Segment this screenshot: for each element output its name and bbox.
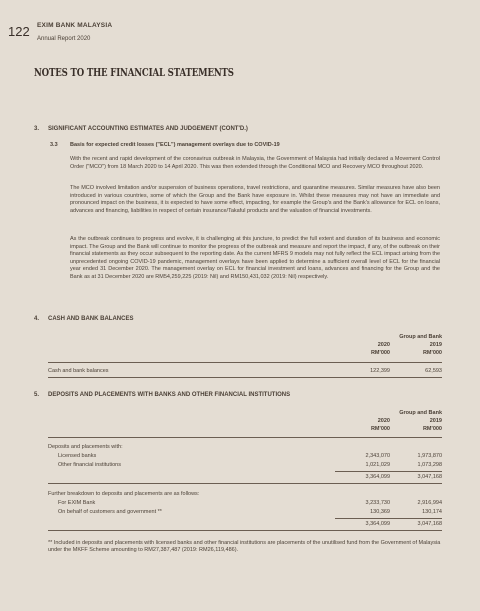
year-2019: 2019 bbox=[429, 418, 442, 424]
section-5-heading: DEPOSITS AND PLACEMENTS WITH BANKS AND OTHER FINANCIAL INSTITUTIONS bbox=[48, 392, 291, 398]
footnote: ** Included in deposits and placements with licensed banks and other financial institutions are placements of the unutilised fund from the Government of Malaysia under the MKFF Scheme amounting to RM27,387,487 (2019: RM26,119,486). bbox=[48, 540, 441, 553]
part-2-title: Further breakdown to deposits and placements are as follows: bbox=[48, 491, 200, 497]
total-2019: 3,047,168 bbox=[417, 474, 442, 480]
report-title: Annual Report 2020 bbox=[37, 36, 91, 42]
cell-2020: 130,369 bbox=[370, 509, 390, 515]
row-label: Cash and bank balances bbox=[48, 368, 109, 374]
paragraph-mco: With the recent and rapid development of the coronavirus outbreak in Malaysia, the Government of Malaysia had initially declared a Movement Control Order ("MCO") from 18 March 2020 to 14 April 2020. This was then extended through the Conditional MCO and Recovery MCO throughout 2020. bbox=[70, 156, 440, 170]
unit-2019: RM'000 bbox=[422, 426, 442, 432]
row-label: Other financial institutions bbox=[58, 462, 121, 468]
section-4-number: 4. bbox=[34, 316, 40, 322]
section-5-number: 5. bbox=[34, 392, 40, 398]
paragraph-outbreak: As the outbreak continues to progress and evolve, it is challenging at this juncture, to predict the full extent and duration of its business and economic impact. The Group and the Bank will continue to monitor the progress of the outbreak and measure and report the impact, if any, of the outbreak on their financial statements as they occur subsequent to the reporting date. As the current MFRS 9 models may not fully reflect the ECL impact arising from the unprecedented ongoing COVID-19 pandemic, management overlays have been applied to determine a sufficient overall level of ECL for the financial year ended 31 December 2020. The management overlay on ECL for financial investment and loans, advances and financing for the Group and the Bank as at 31 December 2020 are RM54,259,225 (2019: Nil) and RM150,431,032 (2019: Nil) respectively. bbox=[70, 236, 440, 280]
total-2020: 3,364,099 bbox=[365, 474, 390, 480]
cell-2019: 130,174 bbox=[422, 509, 442, 515]
row-label: On behalf of customers and government ** bbox=[58, 509, 162, 515]
total-rule bbox=[335, 518, 442, 519]
subsection-3-3-heading: Basis for expected credit losses ("ECL") management overlays due to COVID-19 bbox=[70, 142, 280, 148]
divider bbox=[48, 483, 442, 484]
cell-2020: 2,343,070 bbox=[365, 453, 390, 459]
cell-2019: 2,916,994 bbox=[417, 500, 442, 506]
cell-2020: 122,399 bbox=[370, 368, 390, 374]
subsection-3-3-number: 3.3 bbox=[50, 142, 58, 148]
section-3-number: 3. bbox=[34, 126, 40, 132]
total-2019: 3,047,168 bbox=[417, 521, 442, 527]
unit-2020: RM'000 bbox=[370, 350, 390, 356]
section-4-heading: CASH AND BANK BALANCES bbox=[48, 316, 134, 322]
part-1-title: Deposits and placements with: bbox=[48, 444, 123, 450]
year-2020: 2020 bbox=[377, 342, 390, 348]
divider bbox=[48, 530, 442, 531]
year-2020: 2020 bbox=[377, 418, 390, 424]
group-bank-label: Group and Bank bbox=[399, 334, 442, 340]
cell-2020: 3,233,730 bbox=[365, 500, 390, 506]
bank-name: EXIM BANK MALAYSIA bbox=[37, 22, 113, 29]
row-label: For EXIM Bank bbox=[58, 500, 96, 506]
section-3-heading: SIGNIFICANT ACCOUNTING ESTIMATES AND JUDGEMENT (CONT'D.) bbox=[48, 126, 248, 132]
group-bank-label: Group and Bank bbox=[399, 410, 442, 416]
cell-2019: 1,073,298 bbox=[417, 462, 442, 468]
page-number: 122 bbox=[8, 24, 30, 39]
total-2020: 3,364,099 bbox=[365, 521, 390, 527]
cell-2020: 1,021,029 bbox=[365, 462, 390, 468]
cell-2019: 1,973,870 bbox=[417, 453, 442, 459]
divider bbox=[48, 377, 442, 378]
cell-2019: 62,593 bbox=[425, 368, 442, 374]
divider bbox=[48, 362, 442, 363]
paragraph-measures: The MCO involved limitation and/or suspension of business operations, travel restrictions, and quarantine measures. Similar measures have also been introduced in various countries, some of which the Group and the Bank have exposure in. Whilst these measures may not have an immediate and pronounced impact on the business, it is expected to have some effect, impacting, for example the Group's and the Bank's allowance for ECL on loans, advances and financing, liabilities in respect of certain insurance/Takaful products and the valuation of financial investments. bbox=[70, 185, 440, 214]
unit-2020: RM'000 bbox=[370, 426, 390, 432]
year-2019: 2019 bbox=[429, 342, 442, 348]
row-label: Licensed banks bbox=[58, 453, 97, 459]
total-rule bbox=[335, 471, 442, 472]
unit-2019: RM'000 bbox=[422, 350, 442, 356]
divider bbox=[48, 437, 442, 438]
notes-title: NOTES TO THE FINANCIAL STATEMENTS bbox=[34, 66, 234, 79]
